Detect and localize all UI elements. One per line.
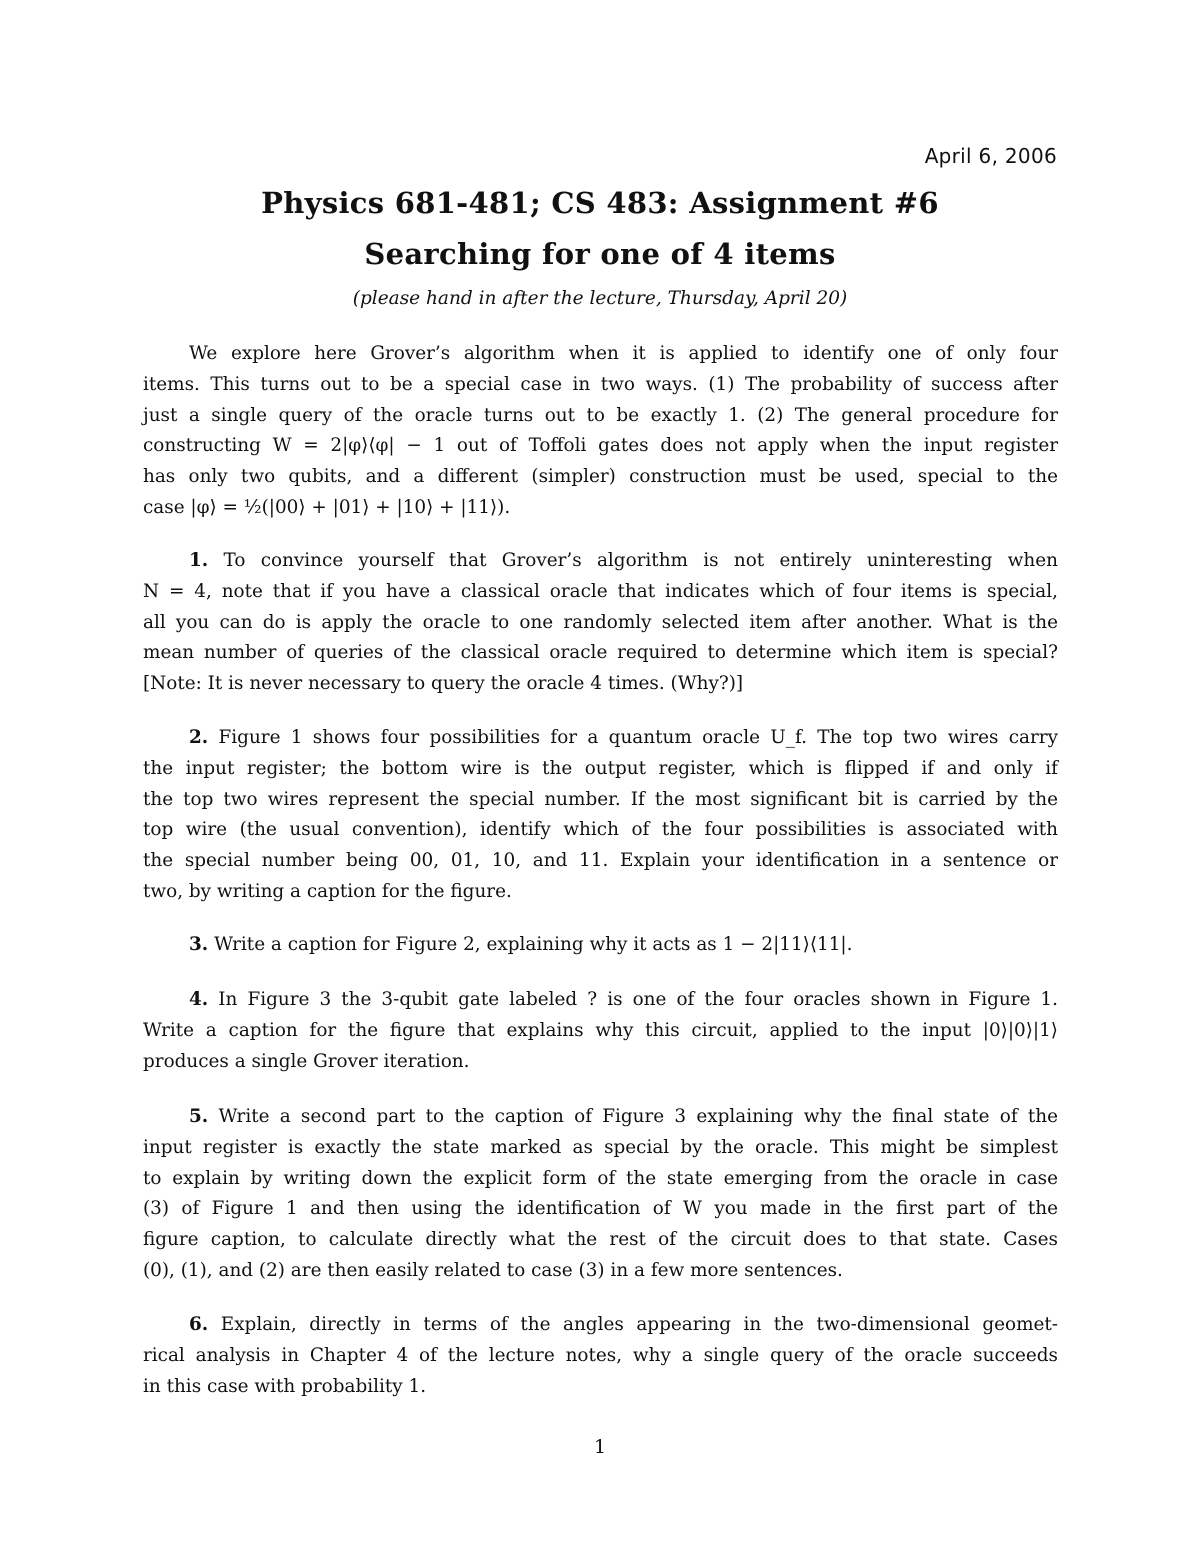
- text-line: 4. In Figure 3 the 3-qubit gate labeled ? is one of the four oracles shown in Figure 1.: [189, 989, 1058, 1010]
- text-line: just a single query of the oracle turns out to be exactly 1. (2) The general procedure for: [143, 404, 1058, 426]
- problem-2: [143, 723, 1058, 908]
- text-line: rical analysis in Chapter 4 of the lecture notes, why a single query of the oracle succeeds: [143, 1344, 1058, 1366]
- text-line: the input register; the bottom wire is the output register, which is flipped if and only if: [143, 757, 1058, 779]
- text-line: case |φ⟩ = ½(|00⟩ + |01⟩ + |10⟩ + |11⟩).: [143, 496, 511, 518]
- text-line: 5. Write a second part to the caption of Figure 3 explaining why the final state of the: [189, 1106, 1058, 1127]
- problem-4: [143, 985, 1058, 1077]
- text-line: (0), (1), and (2) are then easily related to case (3) in a few more sentences.: [143, 1259, 843, 1281]
- problem-number: 1.: [189, 550, 209, 571]
- text-line: 6. Explain, directly in terms of the angles appearing in the two-dimensional geomet-: [189, 1314, 1058, 1335]
- intro-paragraph: [143, 339, 1058, 524]
- text-line: top wire (the usual convention), identify which of the four possibilities is associated with: [143, 819, 1058, 841]
- page-subtitle-heading: Searching for one of 4 items: [364, 237, 836, 271]
- text-line: N = 4, note that if you have a classical oracle that indicates which of four items is special,: [143, 580, 1058, 602]
- text-line: the top two wires represent the special number. If the most significant bit is carried by the: [143, 788, 1058, 810]
- text-line: input register is exactly the state marked as special by the oracle. This might be simplest: [143, 1136, 1058, 1158]
- text-line: [Note: It is never necessary to query the oracle 4 times. (Why?)]: [143, 673, 744, 695]
- text-line: items. This turns out to be a special case in two ways. (1) The probability of success after: [143, 373, 1058, 395]
- problem-number: 3.: [189, 934, 209, 955]
- text-line: to explain by writing down the explicit form of the state emerging from the oracle in case: [143, 1167, 1058, 1189]
- text-line: in this case with probability 1.: [143, 1375, 427, 1397]
- text-line: We explore here Grover’s algorithm when it is applied to identify one of only four: [189, 343, 1058, 364]
- due-note: (please hand in after the lecture, Thursday, April 20): [352, 288, 848, 309]
- problem-5: [143, 1102, 1058, 1287]
- problem-number: 4.: [189, 989, 209, 1010]
- text-line: 3. Write a caption for Figure 2, explaining why it acts as 1 − 2|11⟩⟨11|.: [189, 934, 853, 955]
- text-line: 1. To convince yourself that Grover’s algorithm is not entirely uninteresting when: [189, 550, 1058, 571]
- problem-number: 2.: [189, 727, 209, 748]
- text-line: has only two qubits, and a different (simpler) construction must be used, special to the: [143, 466, 1058, 488]
- text-line: (3) of Figure 1 and then using the identification of W you made in the first part of the: [143, 1198, 1058, 1220]
- text-line: figure caption, to calculate directly what the rest of the circuit does to that state. Cases: [143, 1229, 1058, 1251]
- text-line: mean number of queries of the classical oracle required to determine which item is special?: [143, 642, 1058, 664]
- problem-1: [143, 546, 1058, 700]
- problem-number: 5.: [189, 1106, 209, 1127]
- text-line: two, by writing a caption for the figure.: [143, 880, 512, 902]
- date: April 6, 2006: [924, 144, 1057, 168]
- text-line: produces a single Grover iteration.: [143, 1050, 470, 1072]
- page-title: Physics 681-481; CS 483: Assignment #6: [261, 186, 939, 220]
- text-line: constructing W = 2|φ⟩⟨φ| − 1 out of Toffoli gates does not apply when the input register: [143, 435, 1058, 457]
- problem-3: [143, 930, 1058, 961]
- text-line: 2. Figure 1 shows four possibilities for a quantum oracle U_f. The top two wires carry: [189, 727, 1058, 748]
- problem-number: 6.: [189, 1314, 209, 1335]
- text-line: the special number being 00, 01, 10, and 11. Explain your identification in a sentence or: [143, 850, 1058, 872]
- text-line: all you can do is apply the oracle to one randomly selected item after another. What is the: [143, 611, 1058, 633]
- page-number: 1: [593, 1436, 607, 1458]
- problem-6: [143, 1310, 1058, 1402]
- text-line: Write a caption for the figure that explains why this circuit, applied to the input |0⟩|0⟩|1⟩: [143, 1019, 1058, 1041]
